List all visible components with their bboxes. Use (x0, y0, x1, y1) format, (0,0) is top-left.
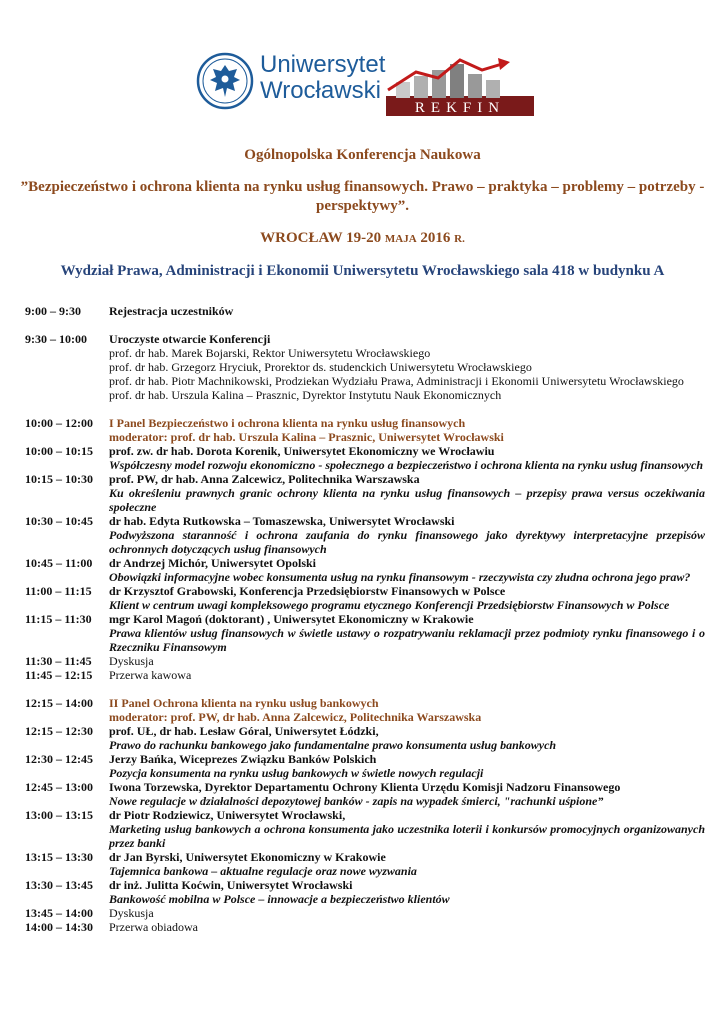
schedule (25, 304, 705, 934)
talk-row (25, 850, 705, 878)
talk-row (25, 780, 705, 808)
time-slot: 9:30 – 10:00 (25, 332, 87, 346)
time-slot: 10:00 – 12:00 (25, 416, 93, 430)
lunch-row (25, 920, 705, 934)
time-slot: 10:15 – 10:30 (25, 472, 93, 486)
time-slot: 12:45 – 13:00 (25, 780, 93, 794)
talk-topic: Obowiązki informacyjne wobec konsumenta usług na rynku finansowym - rzeczywista czy złudna ochrona jego praw? (109, 570, 691, 584)
talk-row (25, 724, 705, 752)
time-slot: 11:45 – 12:15 (25, 668, 93, 682)
panel-title: II Panel Ochrona klienta na rynku usług bankowych (109, 696, 379, 710)
date-main: WROCŁAW 19-20 (260, 230, 385, 246)
talk-speaker: mgr Karol Magoń (doktorant) , Uniwersytet Ekonomiczny w Krakowie (109, 612, 474, 626)
time-slot: 13:45 – 14:00 (25, 906, 93, 920)
discussion-label: Dyskusja (109, 654, 154, 668)
opening-speaker: prof. dr hab. Urszula Kalina – Prasznic, Dyrektor Instytutu Nauk Ekonomicznych (109, 388, 502, 402)
talk-speaker: dr Krzysztof Grabowski, Konferencja Przedsiębiorstw Finansowych w Polsce (109, 584, 506, 598)
date-r: R. (454, 233, 465, 245)
time-slot: 13:30 – 13:45 (25, 878, 93, 892)
talk-row (25, 808, 705, 850)
talk-speaker: dr Andrzej Michór, Uniwersytet Opolski (109, 556, 316, 570)
rekfin-wordmark: REKFIN (414, 100, 506, 116)
conference-venue: Wydział Prawa, Administracji i Ekonomii Uniwersytetu Wrocławskiego sala 418 w budynku A (60, 263, 665, 279)
talk-speaker: dr inż. Julitta Koćwin, Uniwersytet Wrocławski (109, 878, 353, 892)
date-month: MAJA (384, 233, 417, 245)
talk-topic: Prawo do rachunku bankowego jako fundamentalne prawo konsumenta usług bankowych (109, 738, 557, 752)
time-slot: 12:15 – 14:00 (25, 696, 93, 710)
time-slot: 10:00 – 10:15 (25, 444, 93, 458)
time-slot: 11:00 – 11:15 (25, 584, 92, 598)
time-slot: 14:00 – 14:30 (25, 920, 93, 934)
time-slot: 13:15 – 13:30 (25, 850, 93, 864)
talk-speaker: prof. zw. dr hab. Dorota Korenik, Uniwersytet Ekonomiczny we Wrocławiu (109, 444, 495, 458)
panel-1-header (25, 416, 705, 444)
discussion-row (25, 654, 705, 668)
talk-topic: Prawa klientów usług finansowych w świetle ustawy o rozpatrywaniu reklamacji przez podmioty rynku finansowego i o Rzeczniku Finansowym (109, 626, 705, 654)
university-logo (196, 51, 386, 114)
date-year: 2016 (416, 230, 455, 246)
opening-speaker: prof. dr hab. Piotr Machnikowski, Prodziekan Wydziału Prawa, Administracji i Ekonomii Uniwersytetu Wrocławskiego (109, 374, 684, 388)
discussion-label: Dyskusja (109, 906, 154, 920)
talk-speaker: Jerzy Bańka, Wiceprezes Związku Banków Polskich (109, 752, 377, 766)
talk-speaker: Iwona Torzewska, Dyrektor Departamentu Ochrony Klienta Urzędu Komisji Nadzoru Finansowego (109, 780, 621, 794)
rekfin-logo (386, 56, 534, 118)
talk-row (25, 444, 705, 472)
time-slot: 10:30 – 10:45 (25, 514, 93, 528)
lunch-label: Przerwa obiadowa (109, 920, 198, 934)
conference-type: Ogólnopolska Konferencja Naukowa (244, 147, 481, 163)
time-slot: 10:45 – 11:00 (25, 556, 93, 570)
talk-topic: Bankowość mobilna w Polsce – innowacje a bezpieczeństwo klientów (109, 892, 450, 906)
talk-speaker: dr Piotr Rodziewicz, Uniwersytet Wrocławski, (109, 808, 346, 822)
eagle-seal-icon (196, 52, 254, 110)
panel-2-header (25, 696, 705, 724)
conference-titles (20, 146, 705, 280)
opening-speaker: prof. dr hab. Marek Bojarski, Rektor Uniwersytetu Wrocławskiego (109, 346, 431, 360)
discussion-row (25, 906, 705, 920)
talk-row (25, 584, 705, 612)
talk-speaker: prof. UŁ, dr hab. Lesław Góral, Uniwersytet Łódzki, (109, 724, 379, 738)
panel-moderator: moderator: prof. PW, dr hab. Anna Zalcewicz, Politechnika Warszawska (109, 710, 482, 724)
talk-row (25, 752, 705, 780)
university-name (260, 51, 386, 104)
talk-topic: Współczesny model rozwoju ekonomiczno - społecznego a bezpieczeństwo i ochrona klienta na rynku usług finansowych (109, 458, 704, 472)
talk-topic: Tajemnica bankowa – aktualne regulacje oraz nowe wyzwania (109, 864, 417, 878)
time-slot: 11:30 – 11:45 (25, 654, 92, 668)
panel-moderator: moderator: prof. dr hab. Urszula Kalina – Prasznic, Uniwersytet Wrocławski (109, 430, 504, 444)
session-title: Rejestracja uczestników (109, 304, 234, 318)
university-name-line2: Wrocławski (260, 77, 381, 104)
break-row (25, 668, 705, 682)
talk-row (25, 472, 705, 514)
schedule-row-opening (25, 332, 705, 402)
talk-row (25, 612, 705, 654)
talk-topic: Podwyższona staranność i ochrona zaufania do rynku finansowego jako dyrektywy interpretacyjne przepisów ochronnych dotyczących usług finansowych (109, 528, 705, 556)
conference-date (20, 229, 705, 248)
talk-row (25, 878, 705, 906)
opening-speaker: prof. dr hab. Grzegorz Hryciuk, Prorektor ds. studenckich Uniwersytetu Wrocławskiego (109, 360, 532, 374)
talk-speaker: dr hab. Edyta Rutkowska – Tomaszewska, Uniwersytet Wrocławski (109, 514, 455, 528)
schedule-row-registration (25, 304, 705, 318)
break-label: Przerwa kawowa (109, 668, 192, 682)
talk-topic: Nowe regulacje w działalności depozytowej banków - zapis na wypadek śmierci, "rachunki uśpione” (109, 794, 604, 808)
header (0, 0, 725, 130)
time-slot: 13:00 – 13:15 (25, 808, 93, 822)
talk-topic: Marketing usług bankowych a ochrona konsumenta jako uczestnika loterii i konkursów promocyjnych organizowanych przez banki (109, 822, 705, 850)
talk-topic: Klient w centrum uwagi kompleksowego programu etycznego Konferencji Przedsiębiorstw Finansowych w Polsce (109, 598, 670, 612)
time-slot: 12:30 – 12:45 (25, 752, 93, 766)
talk-topic: Pozycja konsumenta na rynku usług bankowych w świetle nowych regulacji (109, 766, 484, 780)
time-slot: 11:15 – 11:30 (25, 612, 92, 626)
university-name-line1: Uniwersytet (260, 51, 386, 78)
talk-topic: Ku określeniu prawnych granic ochrony klienta na rynku usług finansowych – przepisy prawa versus oczekiwania społeczne (109, 486, 705, 514)
talk-speaker: prof. PW, dr hab. Anna Zalcewicz, Politechnika Warszawska (109, 472, 420, 486)
time-slot: 9:00 – 9:30 (25, 304, 81, 318)
talk-row (25, 514, 705, 556)
time-slot: 12:15 – 12:30 (25, 724, 93, 738)
talk-speaker: dr Jan Byrski, Uniwersytet Ekonomiczny w Krakowie (109, 850, 386, 864)
panel-title: I Panel Bezpieczeństwo i ochrona klienta na rynku usług finansowych (109, 416, 466, 430)
talk-row (25, 556, 705, 584)
conference-title: ”Bezpieczeństwo i ochrona klienta na rynku usług finansowych. Prawo – praktyka – problemy – potrzeby - perspektywy”. (20, 179, 705, 214)
session-title: Uroczyste otwarcie Konferencji (109, 332, 271, 346)
